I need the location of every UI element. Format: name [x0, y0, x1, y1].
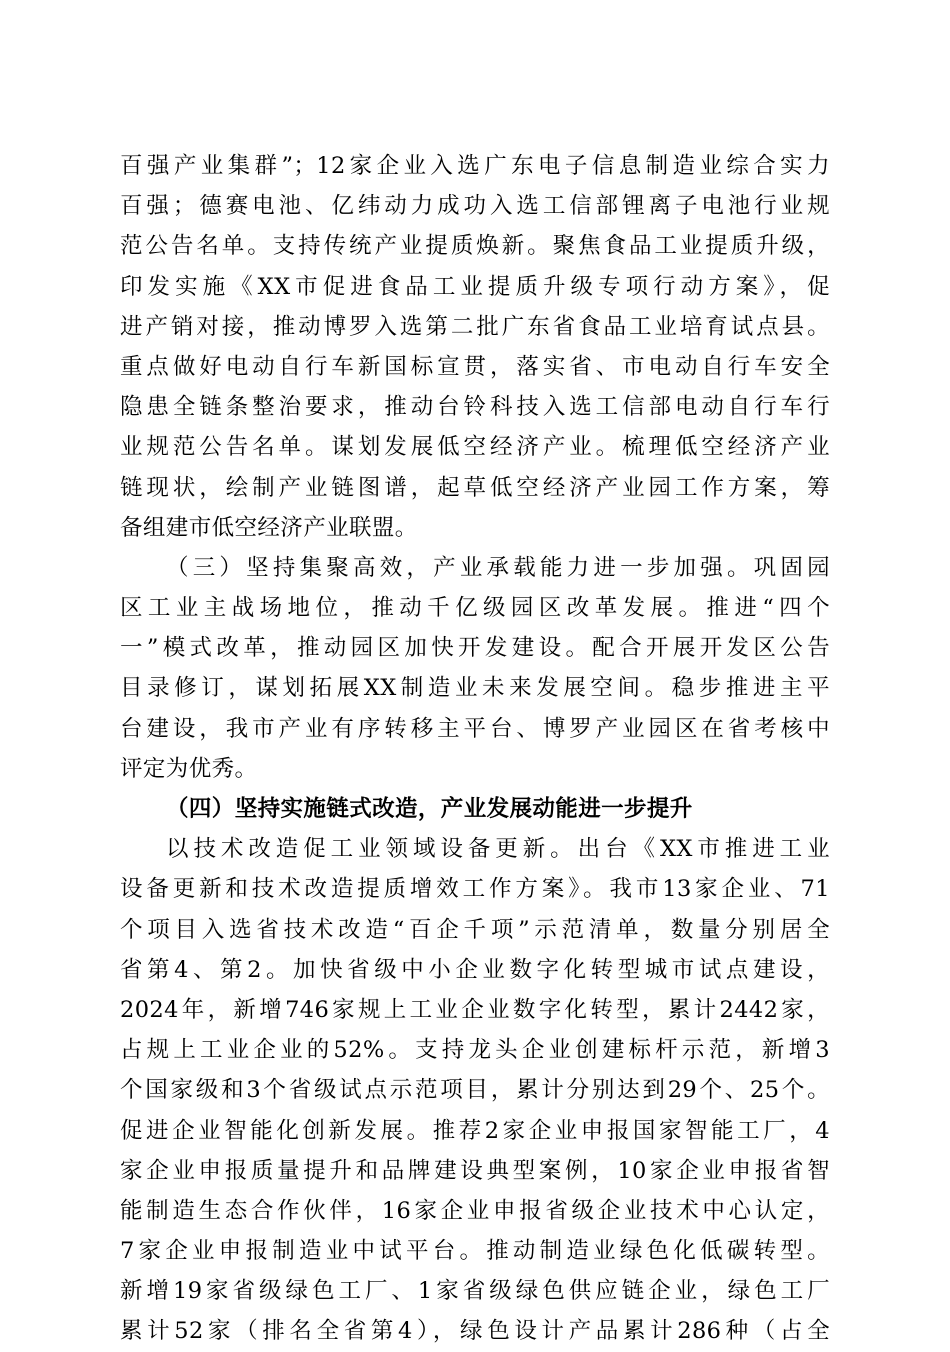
text-line-27: 能制造生态合作伙伴，16家企业申报省级企业技术中心认定，: [120, 1197, 830, 1224]
text-line-2: 百强；德赛电池、亿纬动力成功入选工信部锂离子电池行业规: [120, 193, 830, 220]
text-line-10: 备组建市低空经济产业联盟。: [120, 514, 418, 541]
text-line-4: 印发实施《XX市促进食品工业提质升级专项行动方案》，促: [120, 273, 830, 300]
text-line-7: 隐患全链条整治要求，推动台铃科技入选工信部电动自行车行: [120, 394, 830, 421]
document-body: [120, 146, 830, 1352]
text-line-14: 目录修订，谋划拓展XX制造业未来发展空间。稳步推进主平: [120, 675, 830, 702]
text-line-20: 个项目入选省技术改造“百企千项”示范清单，数量分别居全: [120, 916, 830, 943]
text-line-9: 链现状，绘制产业链图谱，起草低空经济产业园工作方案，筹: [120, 474, 830, 501]
text-line-26: 家企业申报质量提升和品牌建设典型案例，10家企业申报省智: [120, 1157, 830, 1184]
text-line-25: 促进企业智能化创新发展。推荐2家企业申报国家智能工厂，4: [120, 1117, 830, 1144]
text-line-21: 省第4、第2。加快省级中小企业数字化转型城市试点建设，: [120, 956, 830, 983]
text-line-29: 新增19家省级绿色工厂、1家省级绿色供应链企业，绿色工厂: [120, 1278, 830, 1305]
text-line-23: 占规上工业企业的52%。支持龙头企业创建标杆示范，新增3: [120, 1037, 830, 1064]
text-line-16: 评定为优秀。: [120, 755, 258, 782]
text-line-30: 累计52家（排名全省第4），绿色设计产品累计286种（占全: [120, 1318, 830, 1345]
text-line-19: 设备更新和技术改造提质增效工作方案》。我市13家企业、71: [120, 876, 830, 903]
text-line-28: 7家企业申报制造业中试平台。推动制造业绿色化低碳转型。: [120, 1238, 830, 1265]
text-line-24: 个国家级和3个省级试点示范项目，累计分别达到29个、25个。: [120, 1077, 830, 1104]
text-line-13: 一”模式改革，推动园区加快开发建设。配合开展开发区公告: [120, 635, 830, 662]
section-heading-4: （四）坚持实施链式改造，产业发展动能进一步提升: [166, 796, 693, 822]
text-line-18: 以技术改造促工业领域设备更新。出台《XX市推进工业: [166, 836, 830, 863]
section-heading-3: （三）坚持集聚高效，产业承载能力进一步加强。巩固园: [166, 554, 830, 581]
text-line-3: 范公告名单。支持传统产业提质焕新。聚焦食品工业提质升级，: [120, 233, 830, 260]
text-line-1: 百强产业集群”；12家企业入选广东电子信息制造业综合实力: [120, 153, 830, 179]
text-line-12: 区工业主战场地位，推动千亿级园区改革发展。推进“四个: [120, 595, 830, 622]
text-line-22: 2024年，新增746家规上工业企业数字化转型，累计2442家，: [120, 996, 830, 1023]
text-line-5: 进产销对接，推动博罗入选第二批广东省食品工业培育试点县。: [120, 313, 830, 340]
text-line-8: 业规范公告名单。谋划发展低空经济产业。梳理低空经济产业: [120, 434, 830, 461]
text-line-6: 重点做好电动自行车新国标宣贯，落实省、市电动自行车安全: [120, 353, 830, 380]
text-line-15: 台建设，我市产业有序转移主平台、博罗产业园区在省考核中: [120, 715, 830, 742]
